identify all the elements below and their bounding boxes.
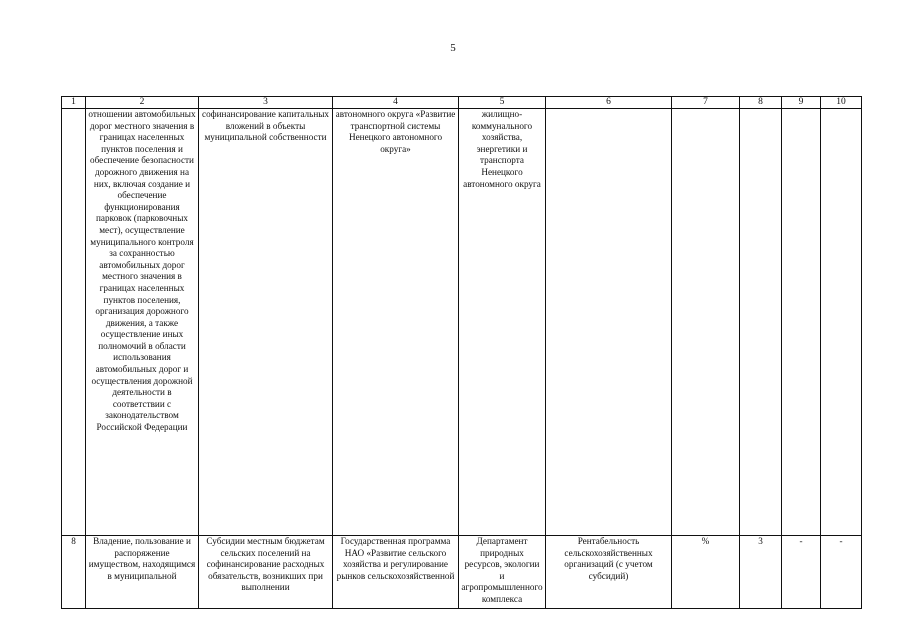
header-cell: 1 bbox=[62, 97, 86, 109]
authority-cell: Владение, пользование и распоряжение имуществом, находящимся в муниципальной bbox=[86, 536, 199, 609]
header-cell: 8 bbox=[740, 97, 782, 109]
row-number-cell bbox=[62, 109, 86, 536]
header-cell: 7 bbox=[672, 97, 740, 109]
department-cell: жилищно-коммунального хозяйства, энергетики и транспорта Ненецкого автономного округа bbox=[459, 109, 546, 536]
indicator-cell: Рентабельность сельскохозяйственных организаций (с учетом субсидий) bbox=[546, 536, 672, 609]
value-cell bbox=[782, 109, 821, 536]
header-cell: 6 bbox=[546, 97, 672, 109]
subsidy-cell: Субсидии местным бюджетам сельских поселений на софинансирование расходных обязательств, возникших при выполнении bbox=[199, 536, 333, 609]
data-table bbox=[61, 96, 862, 609]
program-cell: автономного округа «Развитие транспортной системы Ненецкого автономного округа» bbox=[333, 109, 459, 536]
row-number-cell: 8 bbox=[62, 536, 86, 609]
value-cell: 3 bbox=[740, 536, 782, 609]
header-cell: 10 bbox=[821, 97, 862, 109]
value-cell bbox=[821, 109, 862, 536]
page-number: 5 bbox=[450, 42, 456, 54]
header-cell: 9 bbox=[782, 97, 821, 109]
unit-cell: % bbox=[672, 536, 740, 609]
header-cell: 4 bbox=[333, 97, 459, 109]
value-cell bbox=[740, 109, 782, 536]
unit-cell bbox=[672, 109, 740, 536]
value-cell: - bbox=[782, 536, 821, 609]
table-row bbox=[62, 109, 862, 536]
table-row bbox=[62, 536, 862, 609]
authority-cell: отношении автомобильных дорог местного значения в границах населенных пунктов поселения и обеспечение безопасности дорожного движения на них, включая создание и обеспечение функционирования парковок (парковочных мест), осуществление муниципального контроля за сохранностью автомобильных дорог местного значения в границах населенных пунктов поселения, организация дорожного движения, а также осуществление иных полномочий в области использования автомобильных дорог и осуществления дорожной деятельности в соответствии с законодательством Российской Федерации bbox=[86, 109, 199, 536]
header-cell: 2 bbox=[86, 97, 199, 109]
department-cell: Департамент природных ресурсов, экологии и агропромышленного комплекса bbox=[459, 536, 546, 609]
indicator-cell bbox=[546, 109, 672, 536]
program-cell: Государственная программа НАО «Развитие сельского хозяйства и регулирование рынков сельскохозяйственной bbox=[333, 536, 459, 609]
table-header-row bbox=[62, 97, 862, 109]
header-cell: 5 bbox=[459, 97, 546, 109]
header-cell: 3 bbox=[199, 97, 333, 109]
value-cell: - bbox=[821, 536, 862, 609]
subsidy-cell: софинансирование капитальных вложений в объекты муниципальной собственности bbox=[199, 109, 333, 536]
